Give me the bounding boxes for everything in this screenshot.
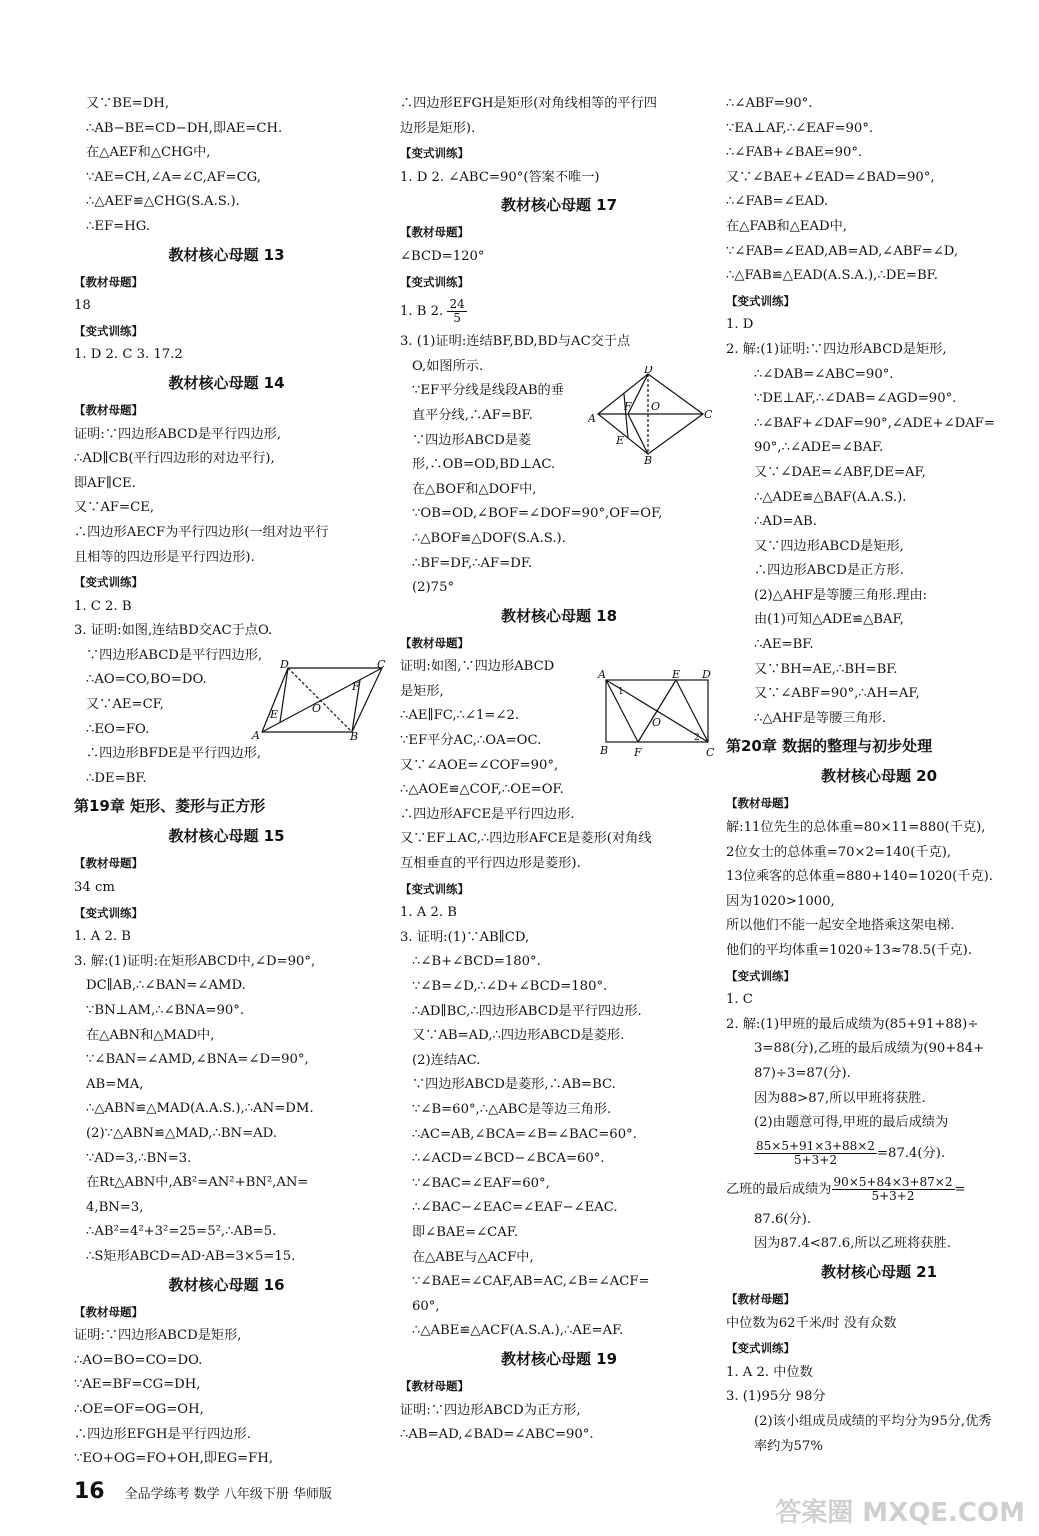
text-line: 在△AEF和△CHG中, [86, 145, 211, 161]
text-line: ∴∠ABF=90°. [726, 96, 813, 111]
text-line: 由(1)可知△ADE≌△BAF, [754, 612, 904, 628]
section-tag: 【教材母题】 [74, 856, 143, 871]
text-line: ∴BF=DF,∴AF=DF. [412, 555, 533, 571]
chapter-heading: 第19章 矩形、菱形与正方形 [74, 797, 266, 816]
text-line: 3=88(分),乙班的最后成绩为(90+84+ [754, 1041, 985, 1057]
text-line: 又∵∠DAE=∠ABF,DE=AF, [754, 464, 926, 480]
text-line: 3. 证明:如图,连结BD交AC于点O. [74, 623, 273, 639]
answer-prefix: 1. B 2. [400, 304, 448, 320]
text-line: ∴AD∥BC,∴四边形ABCD是平行四边形. [412, 1003, 642, 1019]
text-line: ∴四边形EFGH是平行四边形. [74, 1426, 251, 1442]
section-heading: 教材核心母题 21 [820, 1262, 938, 1281]
fraction-num: 85×5+91×3+88×2 [756, 1138, 875, 1153]
text-line: 在△ABN和△MAD中, [86, 1027, 215, 1043]
text-line: 1. C [726, 992, 753, 1008]
text-line: ∵DE⊥AF,∴∠DAB=∠AGD=90°. [754, 391, 957, 407]
text-line: (2)连结AC. [412, 1052, 481, 1068]
text-line: ∵∠B=∠D,∴∠D+∠BCD=180°. [412, 979, 608, 994]
text-line: 又∵BH=AE,∴BH=BF. [754, 661, 898, 677]
text-line: 率约为57% [754, 1438, 823, 1454]
text-line: 1. A 2. B [400, 905, 457, 921]
text-line: ∴AE∥FC,∴∠1=∠2. [400, 708, 520, 724]
text-line: ∴AB²=4²+3²=25=5²,∴AB=5. [86, 1224, 277, 1240]
watermark: 答案圈 MXQE.COM [775, 1498, 1025, 1529]
text-line: O,如图所示. [412, 358, 484, 374]
text-line: ∴△ABE≌△ACF(A.S.A.),∴AE=AF. [412, 1323, 624, 1339]
text-line: 3. (1)95分 98分 [726, 1389, 826, 1405]
section-tag: 【教材母题】 [400, 225, 469, 240]
label-b: B [600, 744, 609, 757]
text-line: ∵∠BAC=∠EAF=60°, [412, 1175, 550, 1191]
text-line: 4,BN=3, [86, 1199, 144, 1215]
label-d: D [280, 660, 289, 671]
text-line: ∴四边形ABCD是正方形. [754, 563, 904, 579]
text-line: 因为87.4<87.6,所以乙班将获胜. [754, 1236, 951, 1252]
text-line: 又∵四边形ABCD是矩形, [754, 538, 904, 554]
text-line: 因为1020>1000, [726, 893, 835, 909]
text-line: ∵∠BAN=∠AMD,∠BNA=∠D=90°, [86, 1052, 309, 1068]
label-a: A [252, 729, 260, 740]
text-line: ∵AE=BF=CG=DH, [74, 1377, 201, 1393]
section-tag: 【变式训练】 [726, 1341, 795, 1356]
text-line: (2)75° [412, 580, 455, 596]
text-line: (2)△AHF是等腰三角形.理由: [754, 587, 928, 603]
rhombus-figure-17 [588, 366, 718, 464]
section-tag: 【教材母题】 [74, 1304, 143, 1319]
text-line: 1. A 2. 中位数 [726, 1364, 813, 1380]
text-line: ∴△FAB≌△EAD(A.S.A.),∴DE=BF. [726, 268, 938, 284]
text-line: 2. 解:(1)甲班的最后成绩为(85+91+88)÷ [726, 1016, 979, 1032]
text-line: 中位数为62千米/时 没有众数 [726, 1315, 897, 1331]
text-line: ∴四边形AFCE是平行四边形. [400, 806, 575, 822]
fraction-result: =87.4(分). [877, 1145, 946, 1161]
label-b: B [350, 730, 359, 740]
text-line: ∵四边形ABCD是平行四边形, [86, 647, 263, 663]
text-line: 是矩形, [400, 683, 444, 699]
chapter-heading: 第20章 数据的整理与初步处理 [726, 737, 933, 756]
text-line: 互相垂直的平行四边形是菱形). [400, 856, 581, 872]
text-line: ∴S矩形ABCD=AD·AB=3×5=15. [86, 1248, 296, 1264]
text-line: (2)∵△ABN≌△MAD,∴BN=AD. [86, 1125, 277, 1141]
footer-text: 全品学练考 数学 八年级下册 华师版 [124, 1487, 333, 1502]
label-o: O [312, 702, 322, 715]
text-line: 1. D 2. ∠ABC=90°(答案不唯一) [400, 169, 600, 185]
text-line: ∴四边形AECF为平行四边形(一组对边平行 [74, 524, 329, 540]
section-heading: 教材核心母题 14 [168, 373, 285, 392]
text-line: ∵AE=CH,∠A=∠C,AF=CG, [86, 169, 261, 185]
text-line: 又∵AB=AD,∴四边形ABCD是菱形. [412, 1028, 625, 1044]
section-tag: 【变式训练】 [726, 293, 795, 308]
text-line: ∵OB=OD,∠BOF=∠DOF=90°,OF=OF, [412, 506, 663, 522]
fraction-num: 90×5+84×3+87×2 [833, 1174, 953, 1189]
label-c: C [377, 660, 386, 671]
rectangle-figure-18 [596, 668, 718, 760]
label-a: A [598, 668, 606, 681]
section-tag: 【教材母题】 [400, 1378, 469, 1393]
section-heading: 教材核心母题 18 [500, 606, 618, 625]
answer-line-17 [400, 294, 718, 330]
text-line: ∴AC=AB,∠BCA=∠B=∠BAC=60°. [412, 1126, 637, 1142]
section-tag: 【变式训练】 [400, 146, 469, 161]
text-line: ∴四边形BFDE是平行四边形, [86, 746, 262, 762]
label-a: A [588, 412, 596, 425]
text-line: 证明:如图,∵四边形ABCD [400, 659, 555, 675]
column-middle [400, 92, 718, 1448]
section-tag: 【变式训练】 [74, 575, 143, 590]
text-line: 1. D [726, 317, 754, 333]
text-line: ∴DE=BF. [86, 770, 147, 786]
text-line: 34 cm [74, 880, 115, 896]
text-line: 所以他们不能一起安全地搭乘这架电梯. [726, 918, 955, 934]
label-d: D [702, 668, 711, 681]
fraction-den: 5+3+2 [871, 1188, 915, 1203]
text-line: ∵EA⊥AF,∴∠EAF=90°. [726, 120, 874, 136]
fraction-line-2 [726, 1172, 1032, 1208]
text-line: (2)该小组成员成绩的平均分为95分,优秀 [754, 1413, 992, 1429]
text-line: 在△BOF和△DOF中, [412, 481, 537, 497]
fraction-den: 5 [453, 311, 461, 326]
text-line: ∠BCD=120° [400, 248, 485, 264]
text-line: ∴EF=HG. [86, 218, 150, 234]
fraction-num: 24 [449, 297, 465, 312]
text-line: ∴△AEF≌△CHG(S.A.S.). [86, 194, 240, 210]
text-line: 2. 解:(1)证明:∵四边形ABCD是矩形, [726, 341, 947, 357]
text-line: 87)÷3=87(分). [754, 1065, 851, 1081]
text-line: ∴∠DAB=∠ABC=90°. [754, 366, 894, 382]
text-line: 又∵AE=CF, [86, 697, 164, 713]
section-tag: 【教材母题】 [74, 402, 143, 417]
label-angle-1: 1 [618, 687, 624, 697]
text-line: 60°, [412, 1298, 440, 1314]
fraction-result: = [954, 1181, 966, 1197]
section-tag: 【教材母题】 [400, 635, 469, 650]
text-line: 3. (1)证明:连结BF,BD,BD与AC交于点 [400, 334, 631, 350]
text-line: 且相等的四边形是平行四边形). [74, 549, 255, 565]
parallelogram-figure-14 [250, 660, 390, 740]
section-heading: 教材核心母题 16 [168, 1275, 285, 1294]
page-number: 16 [74, 1479, 105, 1504]
label-angle-2: 2 [694, 733, 700, 743]
text-line: 又∵∠AOE=∠COF=90°, [400, 757, 559, 773]
text-line: 1. A 2. B [74, 929, 131, 945]
text-line: 18 [74, 298, 91, 314]
label-e: E [616, 434, 625, 447]
text-line: ∴△AHF是等腰三角形. [754, 710, 887, 726]
text-line: 又∵AF=CE, [74, 500, 155, 516]
section-tag: 【变式训练】 [400, 274, 469, 289]
text-line: ∵BN⊥AM,∴∠BNA=90°. [86, 1003, 245, 1018]
text-line: ∵∠BAE=∠CAF,AB=AC,∠B=∠ACF= [412, 1274, 650, 1290]
text-line: 又∵EF⊥AC,∴四边形AFCE是菱形(对角线 [400, 831, 652, 847]
text-line: ∴AD∥CB(平行四边形的对边平行), [74, 451, 275, 467]
text-line: 在△FAB和△EAD中, [726, 218, 847, 234]
text-line: 又∵∠BAE+∠EAD=∠BAD=90°, [726, 169, 935, 185]
text-line: ∵EF平分AC,∴OA=OC. [400, 733, 542, 749]
page-footer [74, 1480, 332, 1508]
text-line: ∵∠FAB=∠EAD,AB=AD,∠ABF=∠D, [726, 243, 959, 259]
section-tag: 【变式训练】 [74, 323, 143, 338]
text-line: 在△ABE与△ACF中, [412, 1249, 534, 1265]
text-line: 边形是矩形). [400, 120, 476, 136]
text-line: ∴△AOE≌△COF,∴OE=OF. [400, 782, 564, 798]
text-line: ∵∠B=60°,∴△ABC是等边三角形. [412, 1101, 612, 1117]
section-heading: 教材核心母题 17 [500, 196, 618, 215]
label-f: F [624, 400, 632, 413]
text-line: ∴△BOF≌△DOF(S.A.S.). [412, 530, 566, 546]
text-line: ∴四边形EFGH是矩形(对角线相等的平行四 [400, 96, 657, 111]
text-line: 即∠BAE=∠CAF. [412, 1224, 519, 1240]
text-line: 13位乘客的总体重=880+140=1020(千克). [726, 869, 994, 885]
section-tag: 【变式训练】 [726, 968, 795, 983]
text-line: 证明:∵四边形ABCD是平行四边形, [74, 426, 282, 442]
text-line: 90°,∴∠ADE=∠BAF. [754, 440, 884, 456]
text-line: ∴△ADE≌△BAF(A.A.S.). [754, 489, 907, 505]
fraction-line-1 [726, 1136, 1032, 1172]
text-line: 证明:∵四边形ABCD为正方形, [400, 1402, 581, 1418]
fraction [832, 1176, 955, 1203]
text-line: ∴∠BAF+∠DAF=90°,∠ADE+∠DAF= [754, 415, 995, 431]
fraction [447, 298, 466, 325]
text-line: 即AF∥CE. [74, 475, 136, 491]
text-line: 3. 证明:(1)∵AB∥CD, [400, 929, 530, 945]
section-tag: 【教材母题】 [726, 796, 795, 811]
text-line: ∴∠FAB=∠EAD. [726, 194, 829, 210]
section-heading: 教材核心母题 19 [500, 1349, 618, 1368]
text-line: ∵EF平分线是线段AB的垂 [412, 383, 564, 399]
text-line: 解:11位先生的总体重=80×11=880(千克), [726, 820, 986, 836]
text-line: ∵EO+OG=FO+OH,即EG=FH, [74, 1451, 274, 1467]
text-line: DC∥AB,∴∠BAN=∠AMD. [86, 978, 246, 994]
text-line: AB=MA, [86, 1076, 144, 1092]
text-line: 又∵∠ABF=90°,∴AH=AF, [754, 686, 920, 702]
section-heading: 教材核心母题 13 [168, 245, 285, 264]
text-line: ∴AE=BF. [754, 637, 814, 653]
fraction [754, 1140, 877, 1167]
text-line: ∴AO=BO=CO=DO. [74, 1352, 203, 1368]
column-left [74, 92, 379, 1472]
fraction-prefix: 乙班的最后成绩为 [726, 1181, 832, 1197]
text-line: ∴OE=OF=OG=OH, [74, 1401, 204, 1417]
text-line: 又∵BE=DH, [86, 96, 170, 111]
label-e: E [672, 668, 681, 681]
text-line: 1. C 2. B [74, 598, 132, 614]
text-line: ∴∠BAC−∠EAC=∠EAF−∠EAC. [412, 1200, 618, 1216]
text-line: ∴AB=AD,∠BAD=∠ABC=90°. [400, 1427, 594, 1443]
text-line: (2)由题意可得,甲班的最后成绩为 [754, 1115, 949, 1131]
section-heading: 教材核心母题 20 [820, 767, 938, 786]
section-heading: 教材核心母题 15 [168, 827, 285, 846]
fraction-den: 5+3+2 [793, 1152, 837, 1167]
text-line: 87.6(分). [754, 1211, 812, 1227]
text-line: 他们的平均体重=1020÷13≈78.5(千克). [726, 943, 973, 958]
text-line: ∵四边形ABCD是菱形,∴AB=BC. [412, 1077, 616, 1093]
text-line: ∴AD=AB. [754, 514, 817, 530]
text-line: ∴AB−BE=CD−DH,即AE=CH. [86, 120, 283, 136]
text-line: 2位女士的总体重=70×2=140(千克), [726, 844, 952, 860]
column-right [726, 92, 1032, 1459]
text-line: 直平分线,∴AF=BF. [412, 407, 533, 423]
text-line: ∴EO=FO. [86, 721, 150, 737]
label-f: F [352, 680, 360, 693]
text-line: 在Rt△ABN中,AB²=AN²+BN²,AN= [86, 1175, 309, 1191]
label-d: D [644, 366, 653, 376]
text-line: ∴∠ACD=∠BCD−∠BCA=60°. [412, 1151, 605, 1167]
label-o: O [651, 400, 661, 413]
text-line: 因为88>87,所以甲班将获胜. [754, 1090, 926, 1106]
section-tag: 【教材母题】 [74, 274, 143, 289]
text-line: ∴∠FAB+∠BAE=90°. [726, 145, 863, 161]
text-line: ∴AO=CO,BO=DO. [86, 672, 207, 688]
section-tag: 【教材母题】 [726, 1291, 795, 1306]
section-tag: 【变式训练】 [74, 905, 143, 920]
label-e: E [270, 708, 279, 721]
section-tag: 【变式训练】 [400, 881, 469, 896]
label-b: B [644, 454, 653, 464]
text-line: ∵AD=3,∴BN=3. [86, 1150, 192, 1166]
text-line: ∴∠B+∠BCD=180°. [412, 954, 541, 970]
text-line: ∴△ABN≌△MAD(A.A.S.),∴AN=DM. [86, 1101, 314, 1117]
label-c: C [706, 746, 715, 759]
label-f: F [634, 746, 642, 759]
text-line: 1. D 2. C 3. 17.2 [74, 347, 183, 363]
text-line: 形,∴OB=OD,BD⊥AC. [412, 457, 556, 473]
label-c: C [704, 408, 713, 421]
text-line: 证明:∵四边形ABCD是矩形, [74, 1328, 242, 1344]
text-line: ∵四边形ABCD是菱 [412, 432, 532, 448]
text-line: 3. 解:(1)证明:在矩形ABCD中,∠D=90°, [74, 953, 316, 969]
label-o: O [652, 716, 662, 729]
